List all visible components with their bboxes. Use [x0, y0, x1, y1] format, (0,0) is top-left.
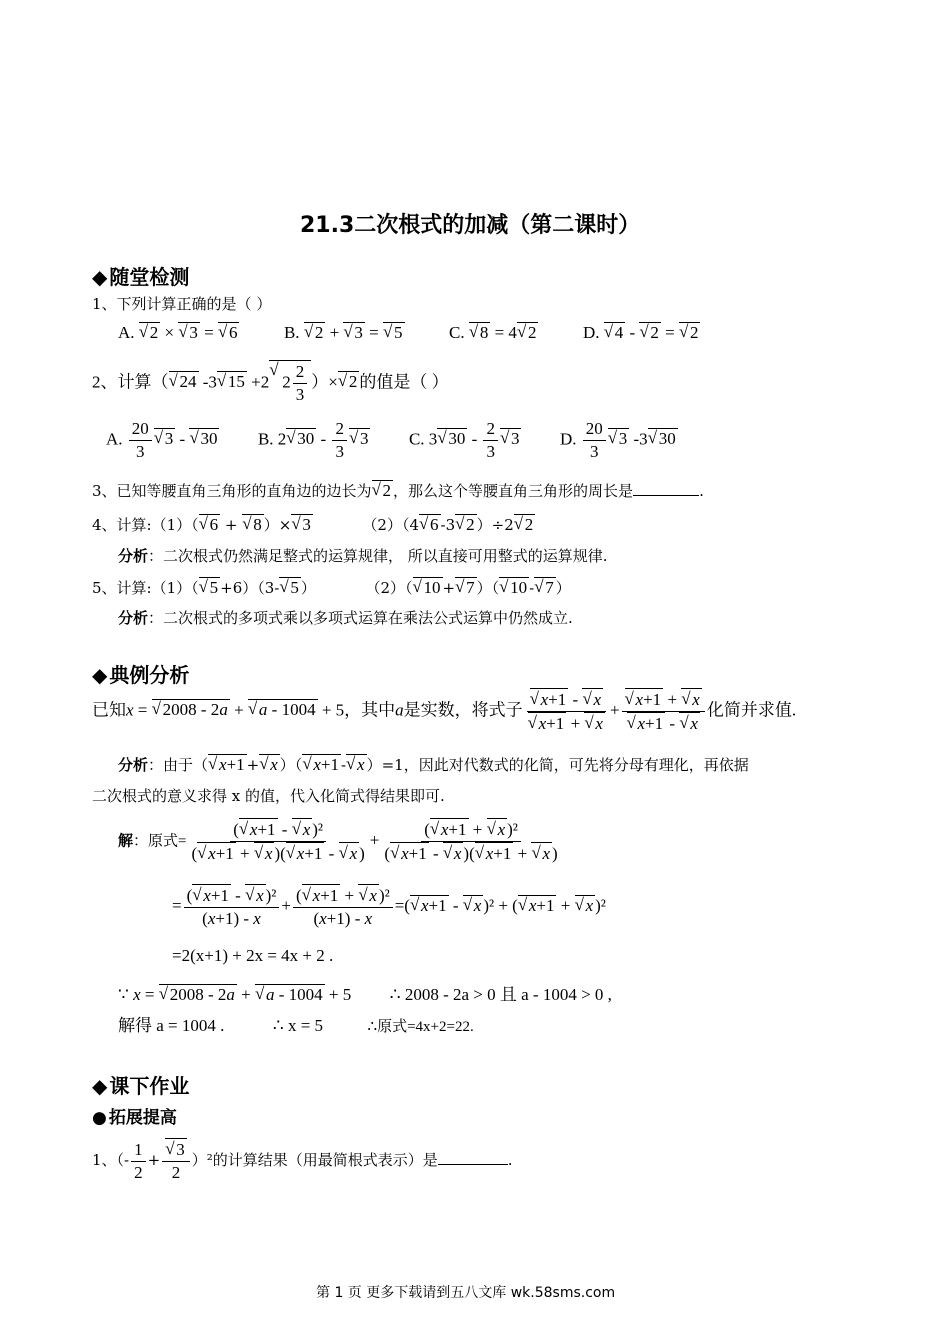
homework-question-1: 1、（- $\frac{1}{2}$ + √ $\frac{3}{2}$ ）²的计算结果（用最简根式表示）是 . — [92, 1138, 513, 1184]
question-1-stem: 1、下列计算正确的是（ ） — [92, 295, 272, 313]
given-mid: ，其中 — [344, 700, 396, 720]
solution-step-3: =2(x+1) + 2x = 4x + 2 . — [172, 946, 334, 965]
question-3: 3、已知等腰直角三角形的直角边的边长为√ 2 ，那么这个等腰直角三角形的周长是 . — [92, 480, 704, 501]
q4-prefix: 4、计算:（1）（ — [92, 516, 199, 534]
analysis-label: 分析 — [118, 756, 149, 774]
hw-q1-end: . — [507, 1151, 513, 1169]
example-given: 已知x = √ 2008 - 2a + √ a - 1004 + 5，其中a是实数，将式子 √ x+1 - √ x √ x+1 + √ x + √ x+1 + √ x √ x+1 - √ x 化简并求值. — [92, 688, 796, 735]
q5-e: - — [529, 579, 535, 597]
q5-prefix: 5、计算:（1）（ — [92, 579, 199, 597]
section-heading-quiz — [92, 261, 189, 290]
analysis-text: ：二次根式的多项式乘以多项式运算在乘法公式运算中仍然成立. — [148, 609, 573, 627]
q5-d: ）（ — [476, 579, 500, 597]
given-prefix: 已知 — [92, 700, 126, 720]
analysis-text: ：二次根式仍然满足整式的运算规律， 所以直接可用整式的运算规律. — [148, 547, 608, 565]
answer-blank[interactable] — [633, 481, 699, 496]
section-heading-homework-text: 课下作业 — [109, 1074, 190, 1098]
subsection-heading-text: 拓展提高 — [108, 1108, 177, 1128]
question-2: 2、计算（√ 24 -3√ 15 +2√ 2 $\frac{2}{3}$ ）×√ 2 的值是（ ） — [92, 360, 449, 406]
because-symbol: ∵ — [118, 985, 129, 1004]
section-heading-quiz-text: 随堂检测 — [109, 265, 190, 289]
q3-prefix: 3、已知等腰直角三角形的直角边的边长为 — [92, 482, 372, 500]
analysis-c: ）=1，因此对代数式的化简，可先将分母有理化，再依据 — [366, 756, 749, 774]
analysis-label: 分析 — [118, 609, 149, 627]
question-2-options: A. $\frac{20}{3}$ √ 3 - √ 30 B. 2√ 30 - $\frac{2}{3}$ √ 3 C. 3√ 30 - $\frac{2}{3}$ √ 3 D. $\frac{20}{3}$ √ 3 -3√ 30 — [106, 418, 678, 463]
q2-option-d-label: D. — [559, 429, 577, 449]
example-analysis-line2: 二次根式的意义求得 x 的值，代入化简式得结果即可. — [92, 787, 445, 805]
analysis-a: ：由于（ — [148, 756, 209, 774]
section-heading-examples-text: 典例分析 — [109, 663, 190, 687]
analysis-label: 分析 — [118, 547, 149, 565]
solution-result — [118, 1016, 474, 1037]
q3-suffix: ，那么这个等腰直角三角形的周长是 — [393, 482, 634, 500]
q2-option-b-label: B. 2 — [257, 429, 287, 449]
option-d-label: D. — [582, 323, 600, 342]
q4-part2: （2）（4 — [362, 516, 419, 534]
question-1-options: A. √ 2 × √ 3 = √ 6 B. √ 2 + √ 3 = √ 5 C. √ 8 = 4√ 2 D. √ 4 - √ 2 = √ 2 — [118, 322, 700, 343]
diamond-icon: ◆ — [92, 265, 108, 289]
q3-end: . — [699, 482, 704, 500]
bullet-dot-icon: ● — [92, 1108, 107, 1128]
x-value: ∴ x = 5 — [272, 1016, 324, 1035]
q2-mid: ）× — [311, 372, 338, 392]
q2-option-a-label: A. — [106, 429, 123, 449]
q4-p1end: ）× — [263, 516, 292, 534]
q5-c: + — [442, 579, 456, 597]
option-a-label: A. — [118, 323, 135, 342]
q4-p2mid: -3 — [440, 516, 456, 534]
solution-prefix: ：原式= — [133, 833, 187, 850]
hw-q1-prefix: 1、（- — [92, 1151, 130, 1169]
option-b-label: B. — [283, 323, 300, 342]
question-5: 5、计算:（1）（√ 5 +6）（3-√ 5 ） （2）（√ 10 +√ 7 ）（√ 10 -√ 7 ） — [92, 577, 571, 598]
question-5-analysis — [118, 608, 573, 628]
q5-f: ） — [555, 579, 571, 597]
q2-suffix: 的值是（ ） — [359, 372, 449, 392]
solve-a: 解得 a = 1004 . — [118, 1016, 225, 1035]
section-heading-examples — [92, 659, 189, 688]
question-4-analysis — [118, 546, 608, 566]
diamond-icon: ◆ — [92, 1074, 108, 1098]
q2-prefix: 2、计算（ — [92, 372, 169, 392]
solution-label: 解 — [118, 831, 134, 850]
q5-part2: （2）（ — [365, 579, 413, 597]
q2-option-c-label: C. 3 — [408, 429, 438, 449]
page-title: 21.3二次根式的加减（第二课时） — [300, 213, 641, 238]
hw-q1-suffix: ）²的计算结果（用最简根式表示）是 — [191, 1151, 438, 1169]
analysis-b: ）（ — [279, 756, 303, 774]
example-analysis: 分析：由于（√ x+1 +√ x ）（√ x+1 -√ x ）=1，因此对代数式的化简，可先将分母有理化，再依据 — [118, 754, 749, 775]
final-result: ∴原式=4x+2=22. — [367, 1019, 474, 1035]
solution-step-1: 解：原式= $\frac{\text{(√ x+1 - √ x )²}}{(√ x+1 + √ x )(√ x+1 - √ x )}$ + $\frac{\text{(√ x+1 + √ x )²}}{(√ x+1 - √ x )(√ x+1 + √ x )}$ — [118, 818, 563, 865]
section-heading-homework — [92, 1070, 189, 1099]
given-mid2: 是实数，将式子 — [403, 700, 523, 720]
subsection-heading-extension — [92, 1103, 177, 1128]
answer-blank[interactable] — [438, 1150, 508, 1165]
q5-a: +6）（3- — [220, 579, 280, 597]
solution-because: ∵ x = √ 2008 - 2a + √ a - 1004 + 5 ∴ 2008 - 2a > 0 且 a - 1004 > 0 , — [118, 984, 612, 1005]
diamond-icon: ◆ — [92, 663, 108, 687]
q5-b: ） — [300, 579, 316, 597]
solution-step-2: = $\frac{\text{(√ x+1 - √ x )²}}{(x+1) - x}$ + $\frac{\text{(√ x+1 + √ x )²}}{(x+1) - x}$ =(√ x+1 - √ x )² + (√ x+1 + √ x )² — [172, 884, 606, 930]
q4-p2end: ）÷2 — [476, 516, 514, 534]
given-suffix: 化简并求值. — [706, 700, 797, 720]
therefore-condition: ∴ 2008 - 2a > 0 且 a - 1004 > 0 , — [389, 985, 612, 1004]
option-c-label: C. — [449, 323, 465, 342]
question-4: 4、计算:（1）（√ 6 + √ 8 ）×√ 3 （2）（4√ 6 -3√ 2 ）÷2√ 2 — [92, 514, 535, 535]
page-footer: 第 1 页 更多下载请到五八文库 wk.58sms.com — [316, 1285, 616, 1301]
